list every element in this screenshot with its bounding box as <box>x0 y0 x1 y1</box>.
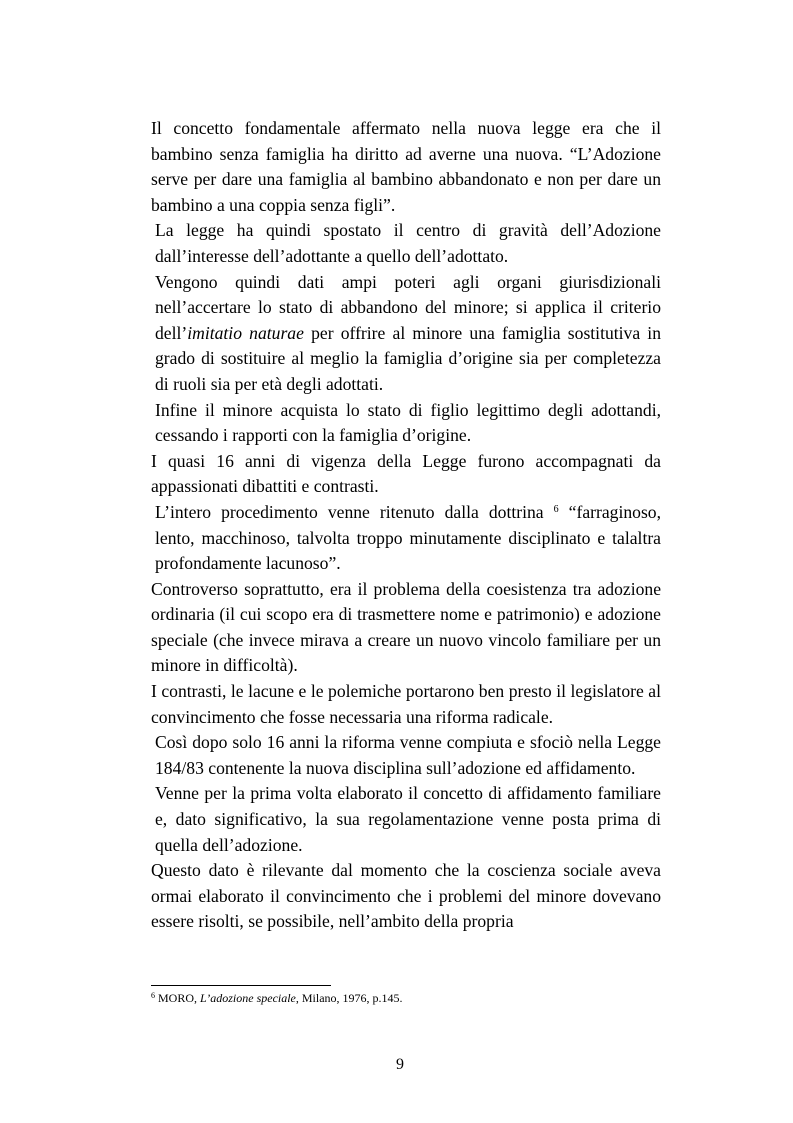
paragraph-3-text-a: Vengono quindi dati ampi poteri agli organi giurisdizionali nell’accertare lo stato di abbandono del minore; si applica il criterio dell’ <box>155 271 661 343</box>
footnote <box>151 991 661 1006</box>
paragraph-9: Così dopo solo 16 anni la riforma venne compiuta e sfociò nella Legge 184/83 contenente la nuova disciplina sull’adozione ed affidamento. <box>155 732 661 778</box>
footnote-separator <box>151 985 331 986</box>
paragraph-5: I quasi 16 anni di vigenza della Legge furono accompagnati da appassionati dibattiti e contrasti. <box>151 450 661 497</box>
footnote-title: L’adozione speciale <box>200 991 296 1005</box>
paragraph-7: Controverso soprattutto, era il problema della coesistenza tra adozione ordinaria (il cui scopo era di trasmettere nome e patrimonio) e adozione speciale (che invece mirava a creare un nuovo vincolo familiare per un minore in difficoltà). <box>151 578 661 676</box>
body-text <box>151 116 661 935</box>
paragraph-6-text-b: “farraginoso, lento, macchinoso, talvolta troppo minutamente disciplinato e talaltra profondamente lacunoso”. <box>155 501 662 574</box>
paragraph-1: Il concetto fondamentale affermato nella nuova legge era che il bambino senza famiglia ha diritto ad averne una nuova. “L’Adozione serve per dare una famiglia al bambino abbandonato e non per dare un bambino a una coppia senza figli”. <box>151 118 661 215</box>
paragraph-6 <box>151 500 661 577</box>
footnote-number: 6 <box>151 991 155 1000</box>
page-number: 9 <box>396 1056 404 1073</box>
paragraph-2: La legge ha quindi spostato il centro di gravità dell’Adozione dall’interesse dell’adottante a quello dell’adottato. <box>155 220 661 266</box>
paragraph-11: Questo dato è rilevante dal momento che la coscienza sociale aveva ormai elaborato il convincimento che i problemi del minore dovevano essere risolti, se possibile, nell’ambito della propria <box>151 860 661 932</box>
paragraph-6-text-a: L’intero procedimento venne ritenuto dalla dottrina <box>155 501 554 522</box>
footnote-reference[interactable]: 6 <box>553 503 559 515</box>
paragraph-3-italic: imitatio naturae <box>187 322 304 343</box>
footnote-author: MORO, <box>155 991 201 1005</box>
paragraph-8: I contrasti, le lacune e le polemiche portarono ben presto il legislatore al convincimento che fosse necessaria una riforma radicale. <box>151 681 661 727</box>
footnote-details: , Milano, 1976, p.145. <box>295 991 403 1005</box>
paragraph-4: Infine il minore acquista lo stato di figlio legittimo degli adottandi, cessando i rapporti con la famiglia d’origine. <box>155 399 661 446</box>
paragraph-10: Venne per la prima volta elaborato il concetto di affidamento familiare e, dato significativo, la sua regolamentazione venne posta prima di quella dell’adozione. <box>155 783 661 855</box>
paragraph-3 <box>151 270 661 398</box>
paragraph-3-text-b: per offrire al minore una famiglia sostitutiva in grado di sostituire al meglio la famiglia d’origine sia per completezza di ruoli sia per età degli adottati. <box>155 322 661 394</box>
